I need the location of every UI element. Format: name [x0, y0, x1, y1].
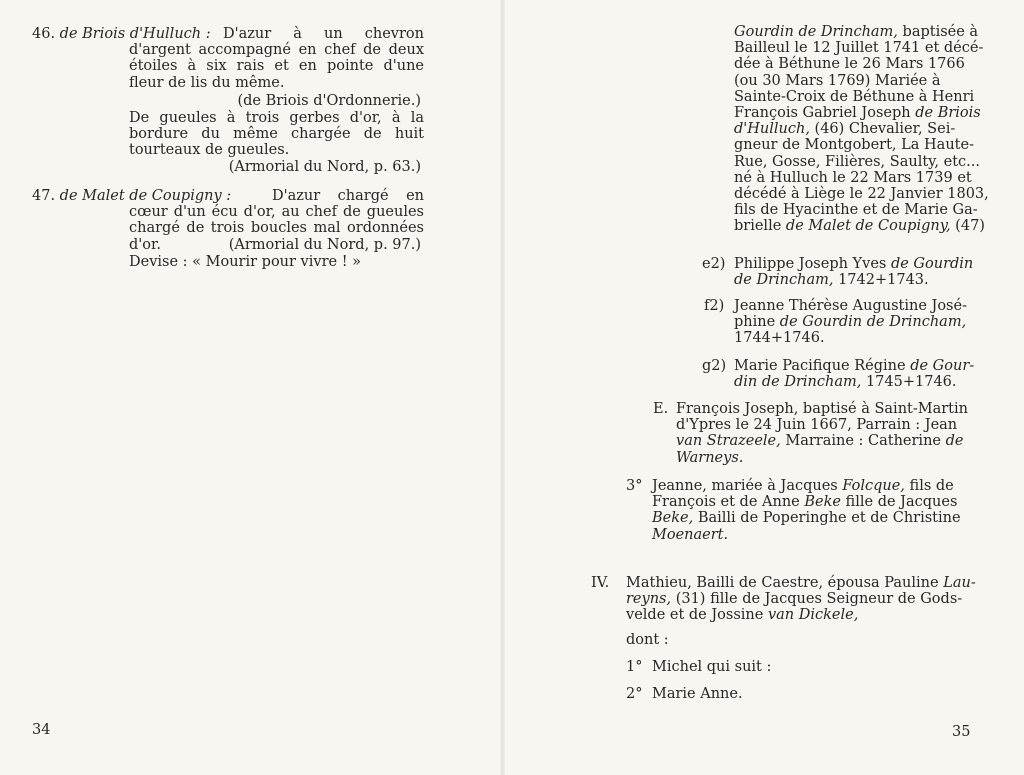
item-3: Jeanne, mariée à Jacques Folcque, fils de François et de Anne Beke fille de Jacques Beke, Bailli de Poperinghe et de Christine Moenaert. [652, 478, 961, 543]
section-IV-label: IV. [591, 575, 610, 591]
continuation-text: Gourdin de Drincham, baptisée à Bailleul le 12 Juillet 1741 et décé- dée à Béthune le 26 Mars 1766 (ou 30 Mars 1769) Mariée à Sainte-Croix de Béthune à Henri François Gabriel Joseph de Briois d'Hulluch, (46) Chevalier, Sei- gneur de Montgobert, La Haute- Rue, Gosse, Filières, Saulty, etc... né à Hulluch le 22 Mars 1739 et décédé à Liège le 22 Janvier 1803, fils de Hyacinthe et de Marie Ga- brielle de Malet de Coupigny, (47) [734, 24, 989, 235]
item-g2-label: g2) [702, 358, 727, 374]
entry-47-text: D'azur chargé en cœur d'un écu d'or, au chef de gueules chargé de trois boucles mal ordonnées d'or. [129, 188, 424, 253]
item-E-label: E. [653, 401, 669, 417]
item-f2: Jeanne Thérèse Augustine José- phine de Gourdin de Drincham, 1744+1746. [734, 298, 967, 347]
entry-46-number: 46. [32, 26, 56, 42]
item-g2: Marie Pacifique Régine de Gour- din de Drincham, 1745+1746. [734, 358, 975, 391]
entry-46-text-2: De gueules à trois gerbes d'or, à la bordure du même chargée de huit tourteaux de gueules. [129, 110, 424, 159]
entry-46-source-2: (Armorial du Nord, p. 63.) [228, 159, 421, 175]
page-number-left: 34 [32, 722, 51, 738]
entry-47-name: de Malet de Coupigny : [59, 188, 232, 204]
entry-46-text: D'azur à un chevron d'argent accompagné en chef de deux étoiles à six rais et en pointe d'une fleur de lis du même. [129, 26, 424, 91]
item-f2-label: f2) [704, 298, 725, 314]
entry-47-motto: Devise : « Mourir pour vivre ! » [129, 254, 362, 270]
entry-47 [32, 188, 424, 270]
page-number-right: 35 [952, 724, 971, 740]
entry-47-source: (Armorial du Nord, p. 97.) [228, 237, 421, 253]
entry-46-source-1: (de Briois d'Ordonnerie.) [237, 93, 421, 109]
entry-47-number: 47. [32, 188, 56, 204]
child-2: Marie Anne. [652, 686, 743, 702]
item-E: François Joseph, baptisé à Saint-Martin d'Ypres le 24 Juin 1667, Parrain : Jean van Strazeele, Marraine : Catherine de Warneys. [676, 401, 968, 466]
left-page [0, 0, 500, 775]
right-page [505, 0, 1024, 775]
child-2-label: 2° [626, 686, 643, 702]
child-1-label: 1° [626, 659, 643, 675]
entry-46-name: de Briois d'Hulluch : [59, 26, 211, 42]
dont-label: dont : [626, 632, 669, 648]
item-e2: Philippe Joseph Yves de Gourdin de Drincham, 1742+1743. [734, 256, 974, 289]
item-3-label: 3° [626, 478, 643, 494]
child-1: Michel qui suit : [652, 659, 772, 675]
section-IV: Mathieu, Bailli de Caestre, épousa Pauline Lau- reyns, (31) fille de Jacques Seigneur de Gods- velde et de Jossine van Dickele, [626, 575, 976, 624]
item-e2-label: e2) [702, 256, 726, 272]
